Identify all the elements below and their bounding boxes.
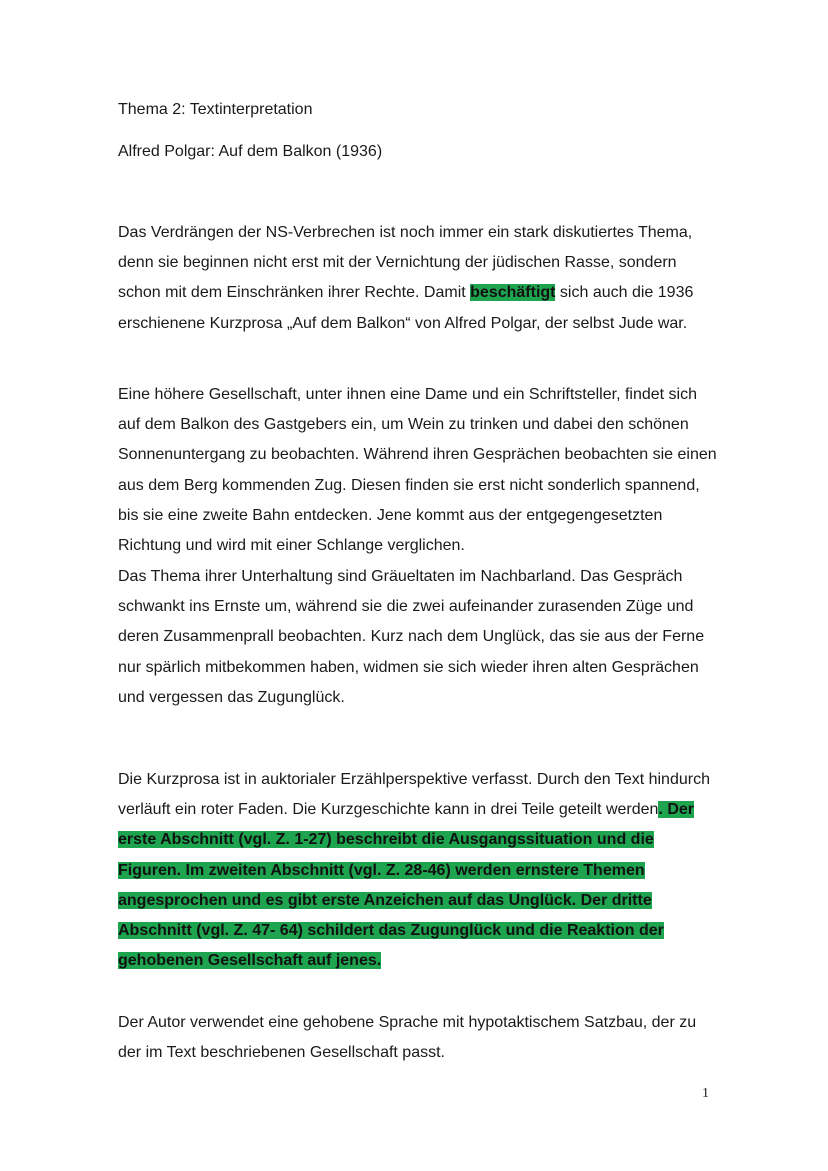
paragraph-language: Der Autor verwendet eine gehobene Sprache mit hypotaktischem Satzbau, der zu der im Text beschriebenen Gesellschaft passt. [118, 1014, 697, 1062]
paragraph-introduction-text-end: sich auch die 1936 erschienene Kurzprosa „Auf dem Balkon“ von Alfred Polgar, der selbst Jude war. [118, 284, 694, 332]
highlighted-word: beschäftigt [470, 284, 556, 302]
paragraph-structure [118, 765, 718, 976]
paragraph-summary-part1: Eine höhere Gesellschaft, unter ihnen eine Dame und ein Schriftsteller, findet sich auf dem Balkon des Gastgebers ein, um Wein zu trinken und dabei den schönen Sonnenuntergang zu beobachten. Während ihren Gesprächen beobachten sie einen aus dem Berg kommenden Zug. Diesen finden sie erst nicht sonderlich spannend, bis sie eine zweite Bahn entdecken. Jene kommt aus der entgegengesetzten Richtung und wird mit einer Schlange verglichen. [118, 386, 717, 555]
paragraph-summary-part2: Das Thema ihrer Unterhaltung sind Gräueltaten im Nachbarland. Das Gespräch schwankt ins Ernste um, während sie die zwei aufeinander zurasenden Züge und deren Zusammenprall beobachten. Kurz nach dem Unglück, das sie aus der Ferne nur spärlich mitbekommen haben, widmen sie sich wieder ihren alten Gesprächen und vergessen das Zugunglück. [118, 568, 705, 706]
paragraph-introduction-text-start: Das Verdrängen der NS-Verbrechen ist noch immer ein stark diskutiertes Thema, denn sie beginnen nicht erst mit der Vernichtung der jüdischen Rasse, sondern schon mit dem Einschränken ihrer Rechte. Damit [118, 224, 693, 302]
paragraph-structure-text-start: Die Kurzprosa ist in auktorialer Erzählperspektive verfasst. Durch den Text hindurch verläuft ein roter Faden. Die Kurzgeschichte kann in drei Teile geteilt werden [118, 771, 710, 819]
page-number: 1 [702, 1086, 709, 1101]
document-subtitle: Alfred Polgar: Auf dem Balkon (1936) [118, 143, 383, 160]
paragraph-introduction [118, 218, 718, 339]
highlighted-passage: . Der erste Abschnitt (vgl. Z. 1-27) beschreibt die Ausgangssituation und die Figuren. Im zweiten Abschnitt (vgl. Z. 28-46) werden ernstere Themen angesprochen und es gibt erste Anzeichen auf das Unglück. Der dritte Abschnitt (vgl. Z. 47- 64) schildert das Zugunglück und die Reaktion der gehobenen Gesellschaft auf jenes. [118, 801, 695, 970]
document-title: Thema 2: Textinterpretation [118, 101, 313, 118]
